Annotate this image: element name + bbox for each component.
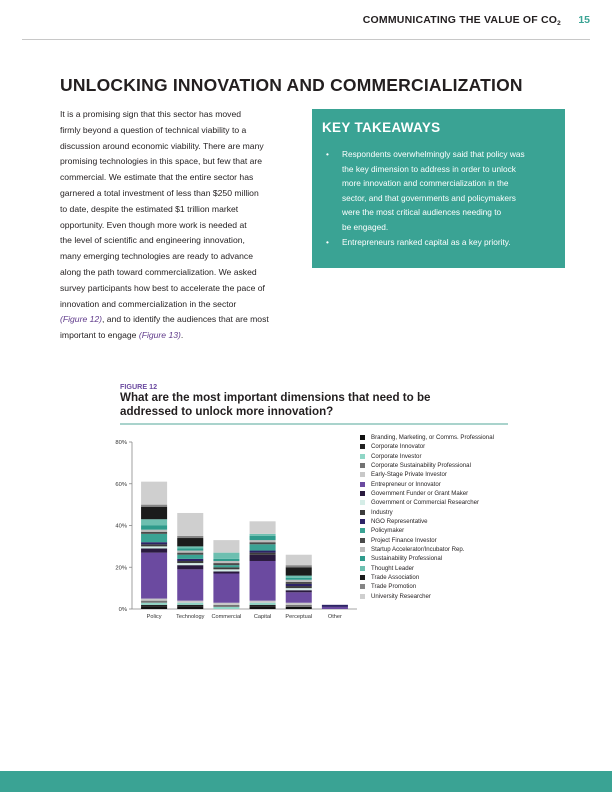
bar-segment [213, 561, 239, 563]
legend-item [360, 536, 494, 545]
legend-label: Sustainability Professional [371, 555, 443, 563]
bar-segment [213, 569, 239, 571]
bar-segment [286, 592, 312, 602]
legend-swatch [360, 454, 365, 459]
body-line-text: , and to identify the audiences that are most [102, 314, 269, 325]
body-line: many emerging technologies are ready to advance [60, 251, 253, 262]
body-line: the level of scientific and engineering innovation, [60, 235, 245, 246]
legend-label: Trade Promotion [371, 583, 417, 591]
legend-item [360, 489, 494, 498]
bar-segment [286, 578, 312, 580]
legend-label: Thought Leader [371, 564, 415, 572]
bullet-icon: • [326, 149, 329, 159]
bar-segment [177, 538, 203, 546]
legend-item [360, 554, 494, 563]
legend-label: Branding, Marketing, or Comms. Professional [371, 434, 494, 442]
legend-swatch [360, 435, 365, 440]
bar-segment [141, 601, 167, 603]
bar-segment [141, 607, 167, 609]
bar-segment [141, 605, 167, 607]
bar-segment [286, 603, 312, 605]
bar-segment [141, 546, 167, 548]
bar-segment [177, 607, 203, 609]
body-line: to date, despite the estimated $1 trillion market [60, 203, 239, 214]
bar-segment [141, 603, 167, 605]
bar-segment [177, 601, 203, 603]
body-line: promising technologies in this space, but few that are [60, 156, 263, 167]
legend-item [360, 480, 494, 489]
x-tick-label: Other [327, 614, 342, 620]
bar-segment [177, 536, 203, 538]
bar-segment [141, 519, 167, 525]
bar-segment [250, 553, 276, 555]
bar-segment [177, 559, 203, 561]
legend-item [360, 461, 494, 470]
bar-segment [286, 580, 312, 582]
legend-label: Entrepreneur or Innovator [371, 480, 441, 488]
legend-item [360, 526, 494, 535]
body-line-end: . [180, 330, 184, 341]
bar-segment [250, 603, 276, 605]
key-takeaways-title: KEY TAKEAWAYS [322, 120, 441, 135]
running-header-title [363, 14, 561, 27]
legend-swatch [360, 463, 365, 468]
bar-segment [213, 559, 239, 561]
legend-label: Government or Commercial Researcher [371, 499, 480, 507]
legend-label: Policymaker [371, 527, 405, 535]
bar-segment [177, 551, 203, 553]
bar-segment [250, 540, 276, 542]
footer-bar [0, 771, 612, 792]
bar-segment [213, 563, 239, 565]
bullet-icon: • [326, 236, 329, 247]
key-takeaway-item [322, 235, 558, 250]
bar-segment [213, 565, 239, 567]
legend-item [360, 508, 494, 517]
figure-title: What are the most important dimensions that need to be addressed to unlock more innovation? [120, 391, 431, 418]
body-line [60, 312, 306, 328]
body-line: It is a promising sign that this sector has moved [60, 109, 242, 119]
legend-swatch [360, 566, 365, 571]
bar-segment [141, 534, 167, 542]
legend-item [360, 517, 494, 526]
bar-segment [177, 603, 203, 605]
legend-swatch [360, 594, 365, 599]
legend-swatch [360, 510, 365, 515]
takeaway-line: sector, and that governments and policymakers [342, 192, 516, 203]
bar-segment [286, 588, 312, 590]
bar-segment [177, 548, 203, 550]
page-number: 15 [578, 14, 590, 26]
bar-segment [213, 605, 239, 607]
stacked-bar-chart [110, 432, 360, 622]
bar-segment [141, 505, 167, 507]
legend-label: Corporate Innovator [371, 443, 426, 451]
bar-segment [250, 536, 276, 540]
bar-segment [286, 565, 312, 567]
takeaway-line: more innovation and commercialization in the [342, 178, 509, 189]
legend-item [360, 470, 494, 479]
body-paragraph [60, 107, 306, 344]
y-tick-label: 60% [115, 481, 127, 488]
legend-swatch [360, 575, 365, 580]
bar-segment [286, 584, 312, 586]
legend-swatch [360, 500, 365, 505]
y-tick-label: 40% [115, 523, 127, 530]
legend-swatch [360, 491, 365, 496]
legend-label: Corporate Sustainability Professional [371, 462, 471, 470]
bar-segment [250, 544, 276, 550]
bar-segment [177, 553, 203, 555]
legend-swatch [360, 519, 365, 524]
body-line: commercial. We estimate that the entire sector has [60, 172, 254, 183]
bar-segment [213, 553, 239, 559]
x-tick-label: Perceptual [285, 614, 313, 620]
bar-segment [141, 548, 167, 552]
legend-item [360, 582, 494, 591]
legend-label: Startup Accelerator/Incubator Rep. [371, 546, 465, 554]
legend-label: Early-Stage Private Investor [371, 471, 447, 479]
legend-label: Industry [371, 508, 393, 516]
takeaway-line: be engaged. [342, 221, 389, 232]
bar-segment [286, 567, 312, 575]
bar-segment [286, 607, 312, 609]
legend-label: NGO Representative [371, 518, 428, 526]
bar-segment [213, 567, 239, 569]
legend-item [360, 564, 494, 573]
x-tick-label: Technology [176, 614, 205, 620]
body-line: opportunity. Even though more work is needed at [60, 219, 247, 230]
bar-segment [177, 561, 203, 563]
takeaway-line: Entrepreneurs ranked capital as a key priority. [342, 236, 511, 247]
body-line-text: important to engage [60, 330, 139, 341]
x-tick-label: Policy [146, 614, 162, 620]
bar-segment [213, 607, 239, 609]
bar-segment [250, 601, 276, 603]
bar-segment [250, 555, 276, 561]
legend-swatch [360, 556, 365, 561]
bar-segment [177, 546, 203, 548]
legend-item [360, 433, 494, 442]
y-tick-label: 0% [118, 607, 127, 613]
bar-segment [177, 555, 203, 559]
legend-swatch [360, 538, 365, 543]
bar-segment [286, 605, 312, 607]
body-line: garnered a total investment of less than $250 million [60, 187, 259, 198]
bar-segment [141, 530, 167, 532]
legend-label: Government Funder or Grant Maker [371, 490, 469, 498]
bar-segment [177, 569, 203, 600]
legend-item [360, 592, 494, 601]
y-tick-label: 80% [115, 440, 127, 446]
bar-segment [213, 603, 239, 605]
legend-item [360, 498, 494, 507]
bar-segment [177, 563, 203, 565]
bar-segment [250, 561, 276, 601]
legend-label: Corporate Investor [371, 452, 422, 460]
body-line: firmly beyond a question of technical viability to a [60, 124, 247, 135]
bar-segment [250, 534, 276, 536]
body-line: along the path toward commercialization. We asked [60, 266, 257, 277]
bar-segment [250, 605, 276, 607]
body-line: survey participants how best to accelerate the pace of [60, 282, 265, 293]
legend-item [360, 545, 494, 554]
key-takeaways-box [312, 109, 565, 268]
y-tick-label: 20% [115, 565, 127, 572]
bar-segment [286, 590, 312, 592]
body-line: innovation and commercialization in the sector [60, 298, 237, 309]
bar-segment [286, 555, 312, 565]
legend-item [360, 452, 494, 461]
legend-label: Project Finance Investor [371, 536, 437, 544]
bar-segment [286, 582, 312, 584]
bar-segment [141, 482, 167, 505]
bar-segment [177, 565, 203, 569]
body-line [60, 328, 306, 344]
bar-segment [322, 605, 348, 607]
legend-label: Trade Association [371, 574, 420, 582]
bar-segment [213, 571, 239, 573]
body-line: discussion around economic viability. There are many [60, 140, 264, 151]
key-takeaways-list [322, 147, 558, 249]
legend-item [360, 442, 494, 451]
header-divider [22, 39, 590, 40]
bar-segment [286, 586, 312, 588]
legend-swatch [360, 547, 365, 552]
running-header-text: COMMUNICATING THE VALUE OF CO [362, 14, 558, 26]
bar-segment [177, 513, 203, 536]
legend-swatch [360, 444, 365, 449]
legend-swatch [360, 472, 365, 477]
legend-label: University Researcher [371, 592, 431, 600]
legend-swatch [360, 528, 365, 533]
takeaway-line: were the most critical audiences needing to [342, 207, 502, 218]
x-tick-label: Commercial [211, 614, 242, 620]
figure-12-reference[interactable]: (Figure 12) [60, 314, 103, 325]
bar-segment [213, 574, 239, 603]
figure-13-reference[interactable]: (Figure 13) [138, 330, 181, 341]
bar-segment [250, 521, 276, 534]
takeaway-line: Respondents overwhelmingly said that policy was [342, 149, 525, 159]
bar-segment [322, 607, 348, 609]
bar-segment [250, 542, 276, 544]
legend-swatch [360, 482, 365, 487]
legend-item [360, 573, 494, 582]
running-header-subscript: 2 [557, 20, 561, 27]
bar-segment [141, 507, 167, 520]
figure-label: FIGURE 12 [120, 382, 158, 391]
bar-segment [141, 553, 167, 599]
bar-segment [141, 544, 167, 546]
section-title: UNLOCKING INNOVATION AND COMMERCIALIZATION [60, 75, 523, 95]
bar-segment [250, 551, 276, 553]
figure-divider [120, 423, 508, 425]
legend-swatch [360, 584, 365, 589]
bar-segment [141, 542, 167, 544]
bar-segment [177, 605, 203, 607]
bar-segment [141, 599, 167, 601]
bar-segment [141, 532, 167, 534]
bar-segment [213, 540, 239, 553]
key-takeaway-item [322, 147, 558, 235]
bar-segment [286, 576, 312, 578]
bar-segment [250, 607, 276, 609]
chart-legend [360, 433, 494, 601]
x-tick-label: Capital [253, 614, 272, 620]
takeaway-line: the key dimension to address in order to unlock [342, 163, 516, 174]
bar-segment [141, 526, 167, 530]
